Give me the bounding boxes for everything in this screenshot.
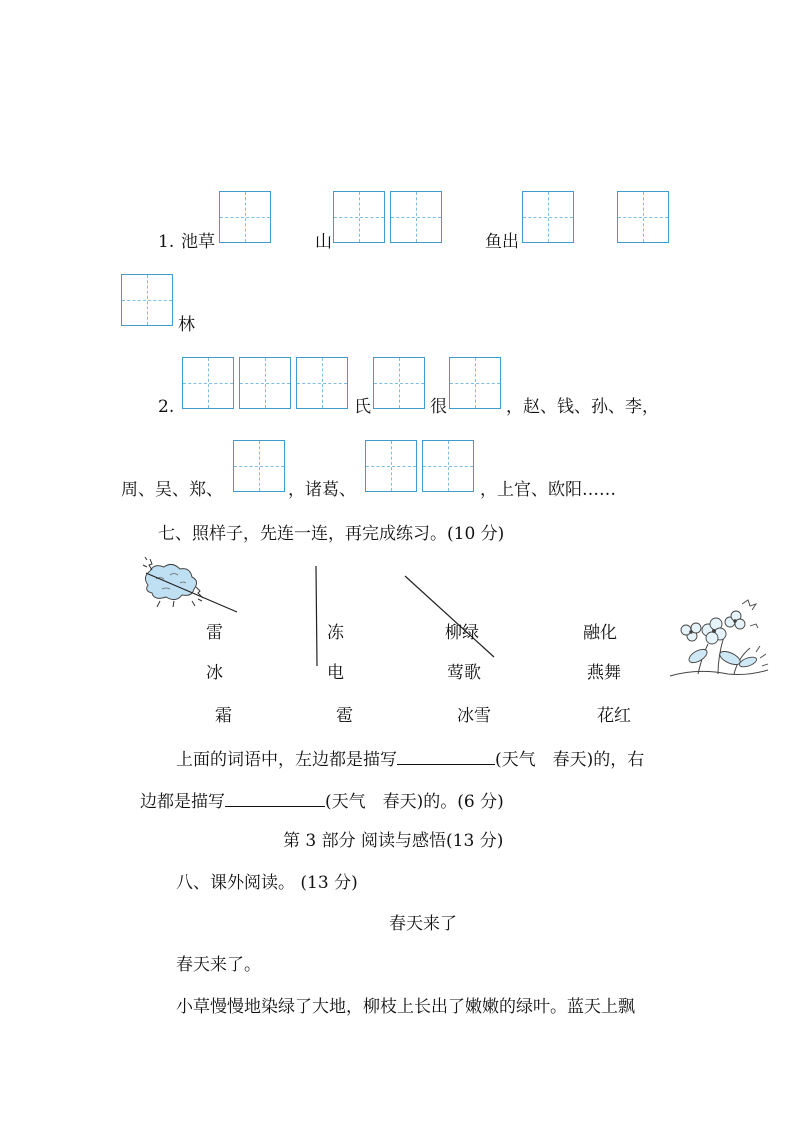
match-word[interactable]: 雷 — [206, 623, 223, 643]
match-word[interactable]: 冰雪 — [457, 706, 491, 726]
q1-word-2: 山 — [315, 232, 332, 252]
part3-heading: 第 3 部分 阅读与感悟(13 分) — [283, 831, 504, 851]
match-word[interactable]: 柳绿 — [445, 623, 479, 643]
question-text: 边都是描写 — [140, 792, 225, 812]
passage-paragraph-2: 小草慢慢地染绿了大地，柳枝上长出了嫩嫩的绿叶。蓝天上飘 — [176, 997, 635, 1017]
passage-paragraph-1: 春天来了。 — [176, 955, 261, 975]
q2-word-6: ，上官、欧阳…… — [480, 480, 616, 500]
question-text: (天气 春天)的。(6 分) — [325, 792, 504, 812]
q2-word-3: ，赵、钱、孙、李， — [506, 397, 659, 417]
q2-word-5: ，诸葛、 — [288, 480, 356, 500]
match-word[interactable]: 冰 — [206, 663, 223, 683]
q2-word-1: 氏 — [354, 397, 371, 417]
connect-line-example-1 — [146, 573, 237, 612]
q1-word-4: 林 — [178, 315, 195, 335]
match-word[interactable]: 冻 — [327, 623, 344, 643]
passage-title: 春天来了 — [389, 914, 457, 934]
q2-word-2: 很 — [430, 397, 447, 417]
connect-line-example-3 — [405, 576, 494, 657]
answer-blank[interactable] — [225, 790, 325, 807]
q1-word-3: 鱼出 — [485, 232, 519, 252]
match-word[interactable]: 霜 — [215, 706, 232, 726]
q2-number: 2. — [158, 397, 175, 417]
section7-question-line-1 — [176, 748, 644, 770]
section7-question-line-2 — [140, 790, 504, 812]
connect-line-example-2 — [316, 566, 317, 666]
match-word[interactable]: 燕舞 — [587, 663, 621, 683]
q1-word-1: 池草 — [181, 232, 215, 252]
q1-number: 1. — [158, 232, 175, 252]
section8-title: 八、课外阅读。 (13 分) — [176, 873, 358, 893]
answer-blank[interactable] — [397, 748, 495, 765]
question-text: (天气 春天)的，右 — [495, 750, 645, 770]
match-word[interactable]: 花红 — [597, 706, 631, 726]
match-word[interactable]: 雹 — [336, 706, 353, 726]
question-text: 上面的词语中，左边都是描写 — [176, 750, 397, 770]
match-word[interactable]: 电 — [327, 663, 344, 683]
section7-title: 七、照样子，先连一连，再完成练习。(10 分) — [158, 524, 505, 544]
q2-word-4: 周、吴、郑、 — [121, 480, 223, 500]
match-word[interactable]: 融化 — [583, 623, 617, 643]
match-word[interactable]: 莺歌 — [447, 663, 481, 683]
